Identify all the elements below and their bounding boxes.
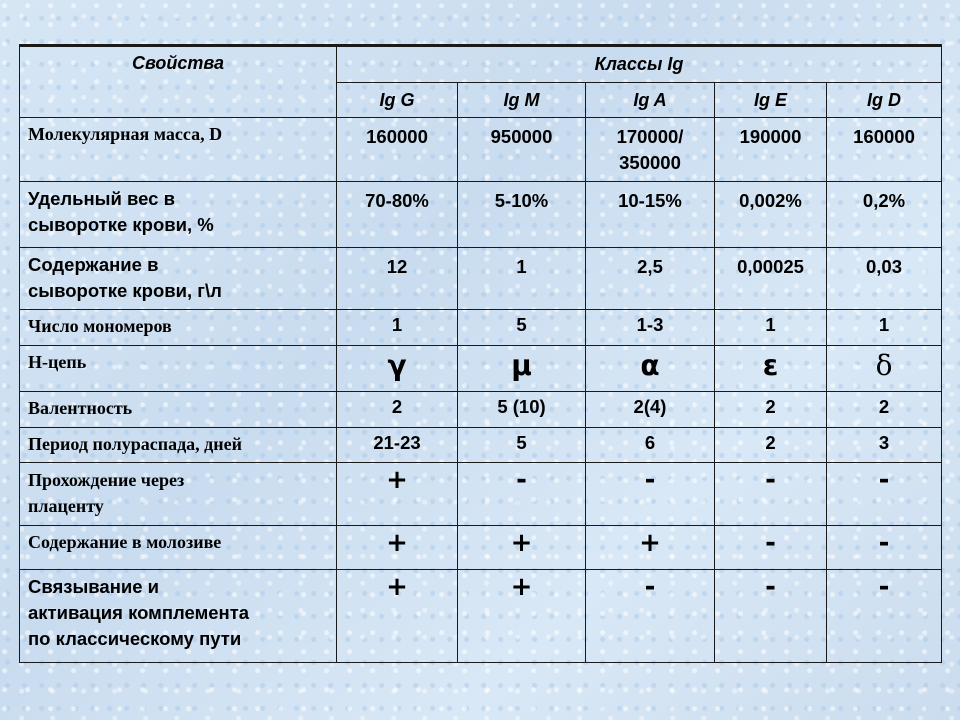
cell-value: 0,00025 (715, 248, 827, 310)
minus-sign: - (827, 463, 942, 526)
column-header: Ig G (337, 83, 458, 118)
row-label: Валентность (20, 392, 337, 428)
column-header: Ig D (827, 83, 942, 118)
cell-value: 5 (10) (458, 392, 586, 428)
minus-sign: - (715, 570, 827, 663)
table-row (20, 248, 942, 310)
table-row (20, 428, 942, 463)
cell-value: 3 (827, 428, 942, 463)
greek-symbol: α (586, 346, 715, 392)
minus-sign: - (715, 526, 827, 570)
plus-sign: + (458, 570, 586, 663)
cell-value: 10-15% (586, 182, 715, 248)
cell-value: 0,03 (827, 248, 942, 310)
row-label: Н-цепь (20, 346, 337, 392)
minus-sign: - (715, 463, 827, 526)
table-row (20, 463, 942, 526)
cell-value: 1 (827, 310, 942, 346)
cell-value: 5 (458, 428, 586, 463)
column-header: Ig M (458, 83, 586, 118)
table-row (20, 346, 942, 392)
cell-value: 70-80% (337, 182, 458, 248)
cell-value: 190000 (715, 118, 827, 182)
minus-sign: - (458, 463, 586, 526)
row-label: Прохождение через плаценту (20, 463, 337, 526)
cell-value: 12 (337, 248, 458, 310)
header-classes: Классы Ig (337, 46, 942, 83)
cell-value: 1 (715, 310, 827, 346)
column-header: Ig E (715, 83, 827, 118)
cell-value: 2 (337, 392, 458, 428)
header-properties: Свойства (20, 46, 337, 118)
cell-value: 0,002% (715, 182, 827, 248)
cell-value: 6 (586, 428, 715, 463)
table-row (20, 182, 942, 248)
plus-sign: + (586, 526, 715, 570)
column-header: Ig A (586, 83, 715, 118)
cell-value: 160000 (827, 118, 942, 182)
minus-sign: - (586, 570, 715, 663)
immunoglobulin-classes-table (19, 44, 942, 663)
greek-symbol: ε (715, 346, 827, 392)
row-label: Содержание в молозиве (20, 526, 337, 570)
minus-sign: - (827, 526, 942, 570)
cell-value: 1 (458, 248, 586, 310)
row-label: Число мономеров (20, 310, 337, 346)
table-row (20, 392, 942, 428)
cell-value: 21-23 (337, 428, 458, 463)
cell-value: 5-10% (458, 182, 586, 248)
cell-value: 170000/ 350000 (586, 118, 715, 182)
minus-sign: - (586, 463, 715, 526)
plus-sign: + (337, 570, 458, 663)
cell-value: 2(4) (586, 392, 715, 428)
cell-value: 2 (715, 392, 827, 428)
plus-sign: + (337, 526, 458, 570)
table-row (20, 526, 942, 570)
greek-symbol: γ (337, 346, 458, 392)
table-row (20, 570, 942, 663)
cell-value: 5 (458, 310, 586, 346)
table-row (20, 118, 942, 182)
cell-value: 160000 (337, 118, 458, 182)
cell-value: 2 (715, 428, 827, 463)
cell-value: 950000 (458, 118, 586, 182)
cell-value: 2 (827, 392, 942, 428)
row-label: Молекулярная масса, D (20, 118, 337, 182)
cell-value: 1-3 (586, 310, 715, 346)
plus-sign: + (337, 463, 458, 526)
row-label: Удельный вес в сыворотке крови, % (20, 182, 337, 248)
row-label: Содержание в сыворотке крови, г\л (20, 248, 337, 310)
cell-value: 0,2% (827, 182, 942, 248)
minus-sign: - (827, 570, 942, 663)
table-row (20, 310, 942, 346)
cell-value: 1 (337, 310, 458, 346)
row-label: Связывание и активация комплемента по классическому пути (20, 570, 337, 663)
greek-symbol: δ (827, 346, 942, 392)
greek-symbol: μ (458, 346, 586, 392)
row-label: Период полураспада, дней (20, 428, 337, 463)
plus-sign: + (458, 526, 586, 570)
cell-value: 2,5 (586, 248, 715, 310)
